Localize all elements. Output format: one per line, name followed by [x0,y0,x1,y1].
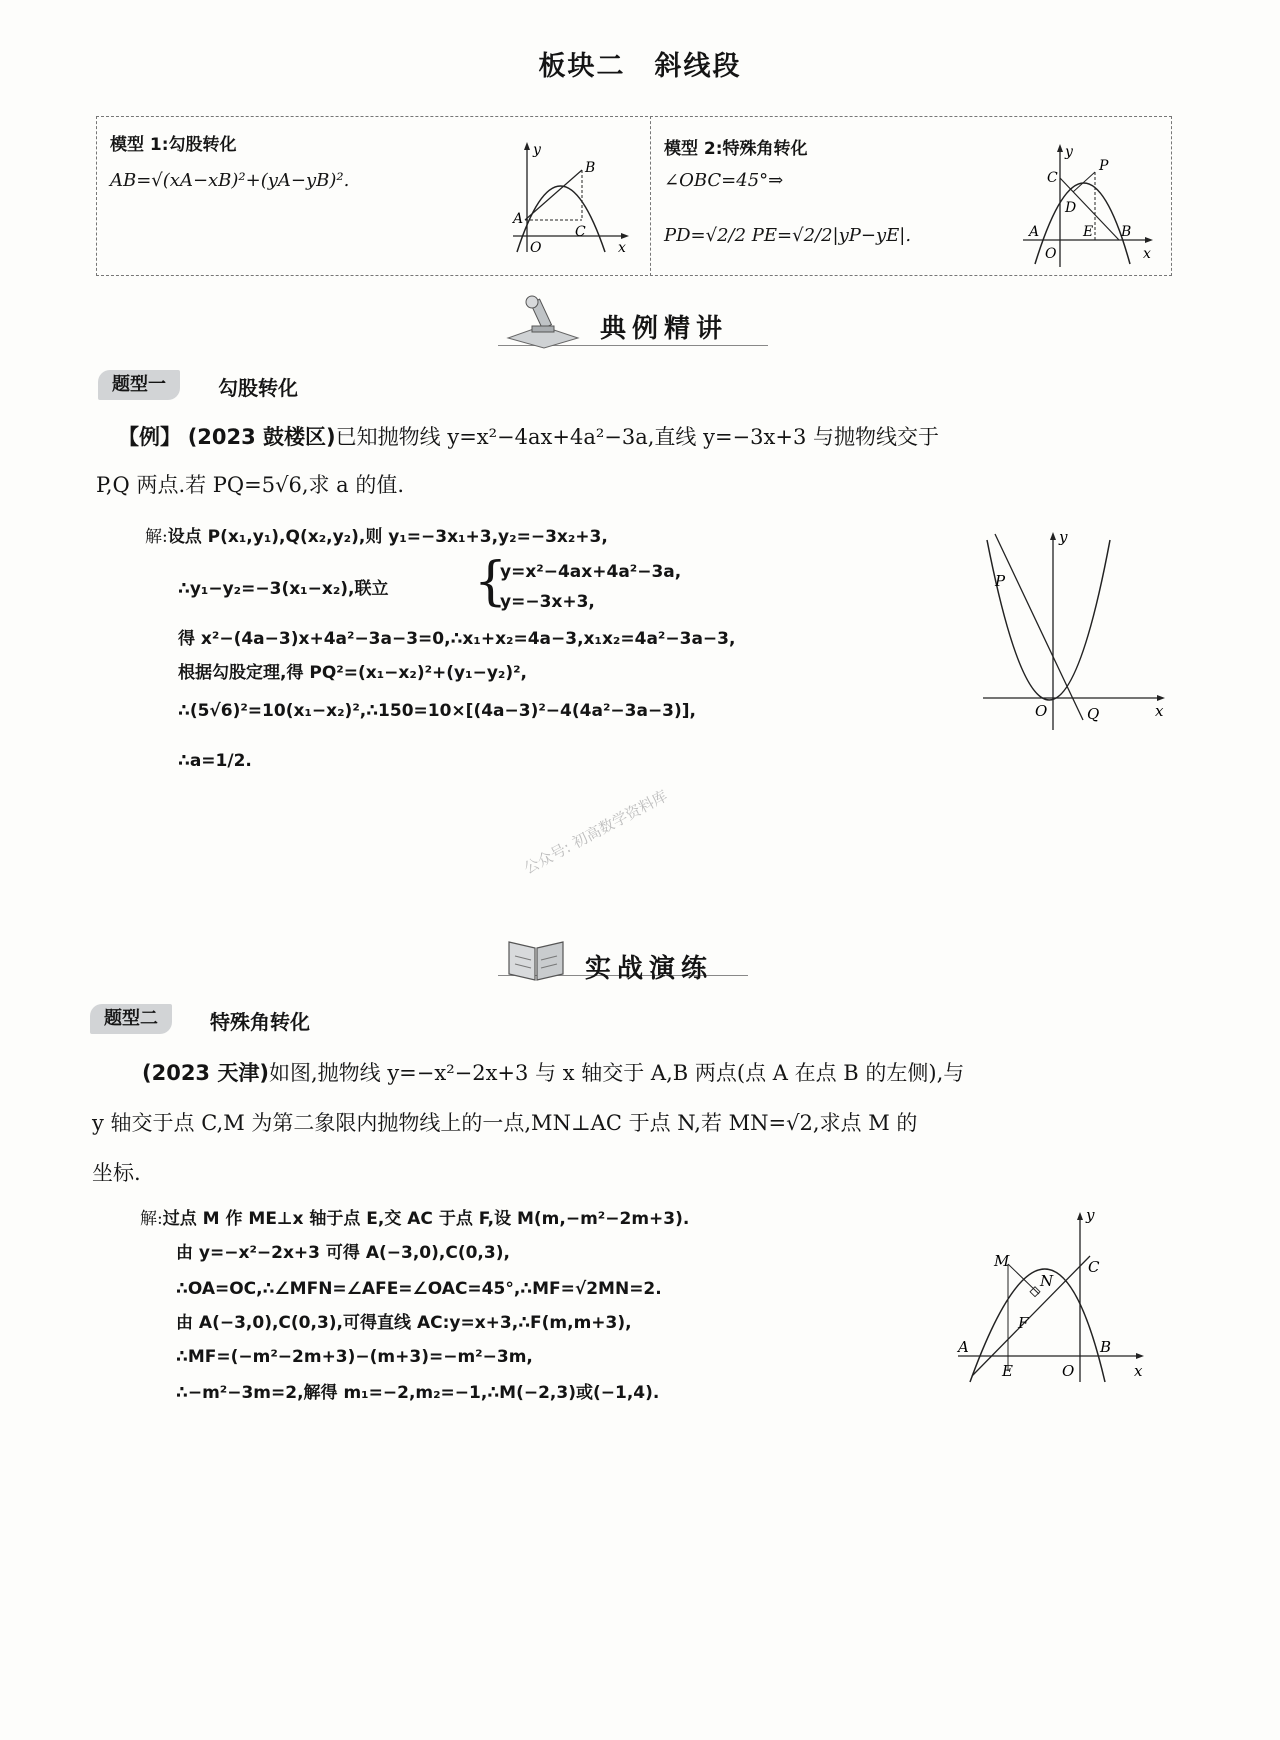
practice-line2: y 轴交于点 C,M 为第二象限内抛物线上的一点,MN⊥AC 于点 N,若 MN=√2,求点 M 的 [92,1111,918,1135]
fig4-b-label: B [1100,1338,1112,1356]
solution1-prefix: 解: [145,527,168,547]
solution2-line6: ∴−m²−3m=2,解得 m₁=−2,m₂=−1,∴M(−2,3)或(−1,4). [176,1383,660,1403]
solution1-line6: ∴a=1/2. [178,751,252,771]
fig3-p-label: P [995,572,1006,590]
solution1-text1: 设点 P(x₁,y₁),Q(x₂,y₂),则 y₁=−3x₁+3,y₂=−3x₂+3, [167,527,608,547]
fig2-d-label: D [1065,200,1077,216]
model1-figure [505,140,640,265]
fig3-o-label: O [1035,702,1048,720]
model2-formula2: PD=√2/2 PE=√2/2|yP−yE|. [664,225,912,246]
model-divider [650,116,651,276]
practice-figure [950,1206,1150,1386]
example-text1: 已知抛物线 y=x²−4ax+4a²−3a,直线 y=−3x+3 与抛物线交于 [335,425,939,449]
microscope-icon [502,290,582,350]
fig2-p-label: P [1099,158,1109,174]
example-line2: P,Q 两点.若 PQ=5√6,求 a 的值. [96,473,405,497]
fig2-a-label: A [1029,224,1040,240]
solution1-line5: ∴(5√6)²=10(x₁−x₂)²,∴150=10×[(4a−3)²−4(4a²−3a−3)], [178,701,697,721]
fig1-b-label: B [585,160,596,176]
fig4-f-label: F [1018,1314,1029,1332]
page-title: 板块二 斜线段 [538,51,742,82]
fig1-x-label: x [618,240,626,256]
section2-tag: 题型二 [90,1004,172,1034]
section1-tag-title: 勾股转化 [218,376,298,400]
practice-line1: (2023 天津)如图,抛物线 y=−x²−2x+3 与 x 轴交于 A,B 两点(点 A 在点 B 的左侧),与 [142,1061,965,1085]
fig4-e-label: E [1002,1362,1013,1380]
practice-line3: 坐标. [92,1161,141,1185]
model1-formula: AB=√(xA−xB)²+(yA−yB)². [110,170,350,191]
system-brace: { [474,552,508,612]
fig4-a-label: A [958,1338,969,1356]
model2-label: 模型 2:特殊角转化 [664,139,808,159]
section1-heading: 典例精讲 [600,314,729,344]
section2-heading: 实战演练 [585,954,714,984]
fig3-q-label: Q [1087,705,1100,723]
fig1-a-label: A [513,211,524,227]
fig4-y-label: y [1086,1206,1095,1224]
fig4-m-label: M [994,1252,1010,1270]
model2-formula1: ∠OBC=45°⇒ [664,170,784,191]
example-marker: 【例】 [118,425,181,449]
book-icon [505,932,569,984]
solution2-line1: 解:过点 M 作 ME⊥x 轴于点 E,交 AC 于点 F,设 M(m,−m²−2m+3). [140,1209,690,1229]
solution2-line2: 由 y=−x²−2x+3 可得 A(−3,0),C(0,3), [176,1243,510,1263]
solution2-line3: ∴OA=OC,∴∠MFN=∠AFE=∠OAC=45°,∴MF=√2MN=2. [176,1279,662,1299]
section1-tag: 题型一 [98,370,180,400]
fig3-x-label: x [1155,702,1164,720]
solution2-line5: ∴MF=(−m²−2m+3)−(m+3)=−m²−3m, [176,1347,533,1367]
fig1-o-label: O [530,240,542,256]
fig2-y-label: y [1065,144,1073,160]
practice-source: (2023 天津) [142,1061,269,1085]
example-line1 [118,412,939,462]
fig4-o-label: O [1062,1362,1075,1380]
fig2-c-label: C [1047,170,1058,186]
fig2-e-label: E [1083,224,1094,240]
section2-tag-title: 特殊角转化 [210,1010,310,1034]
fig4-x-label: x [1134,1362,1143,1380]
fig2-x-label: x [1143,246,1151,262]
solution1-line1 [145,520,608,554]
solution1-system2: y=−3x+3, [500,592,595,612]
fig1-c-label: C [575,224,586,240]
fig3-y-label: y [1059,528,1068,546]
fig4-n-label: N [1040,1272,1054,1290]
example-source: (2023 鼓楼区) [187,425,336,449]
solution2-line4: 由 A(−3,0),C(0,3),可得直线 AC:y=x+3,∴F(m,m+3), [176,1313,632,1333]
solution1-system1: y=x²−4ax+4a²−3a, [500,562,682,582]
fig2-b-label: B [1121,224,1132,240]
example-figure [975,520,1175,740]
fig2-o-label: O [1045,246,1057,262]
watermark: 公众号: 初高数学资料库 [520,786,671,878]
solution1-line3: 得 x²−(4a−3)x+4a²−3a−3=0,∴x₁+x₂=4a−3,x₁x₂=4a²−3a−3, [178,629,736,649]
model1-label: 模型 1:勾股转化 [110,135,237,155]
fig4-c-label: C [1088,1258,1100,1276]
solution1-line2: ∴y₁−y₂=−3(x₁−x₂),联立 [178,579,389,599]
solution2-prefix: 解: [140,1209,163,1229]
solution1-line4: 根据勾股定理,得 PQ²=(x₁−x₂)²+(y₁−y₂)², [178,663,528,683]
fig1-y-label: y [533,142,541,158]
model2-figure [1015,142,1165,272]
